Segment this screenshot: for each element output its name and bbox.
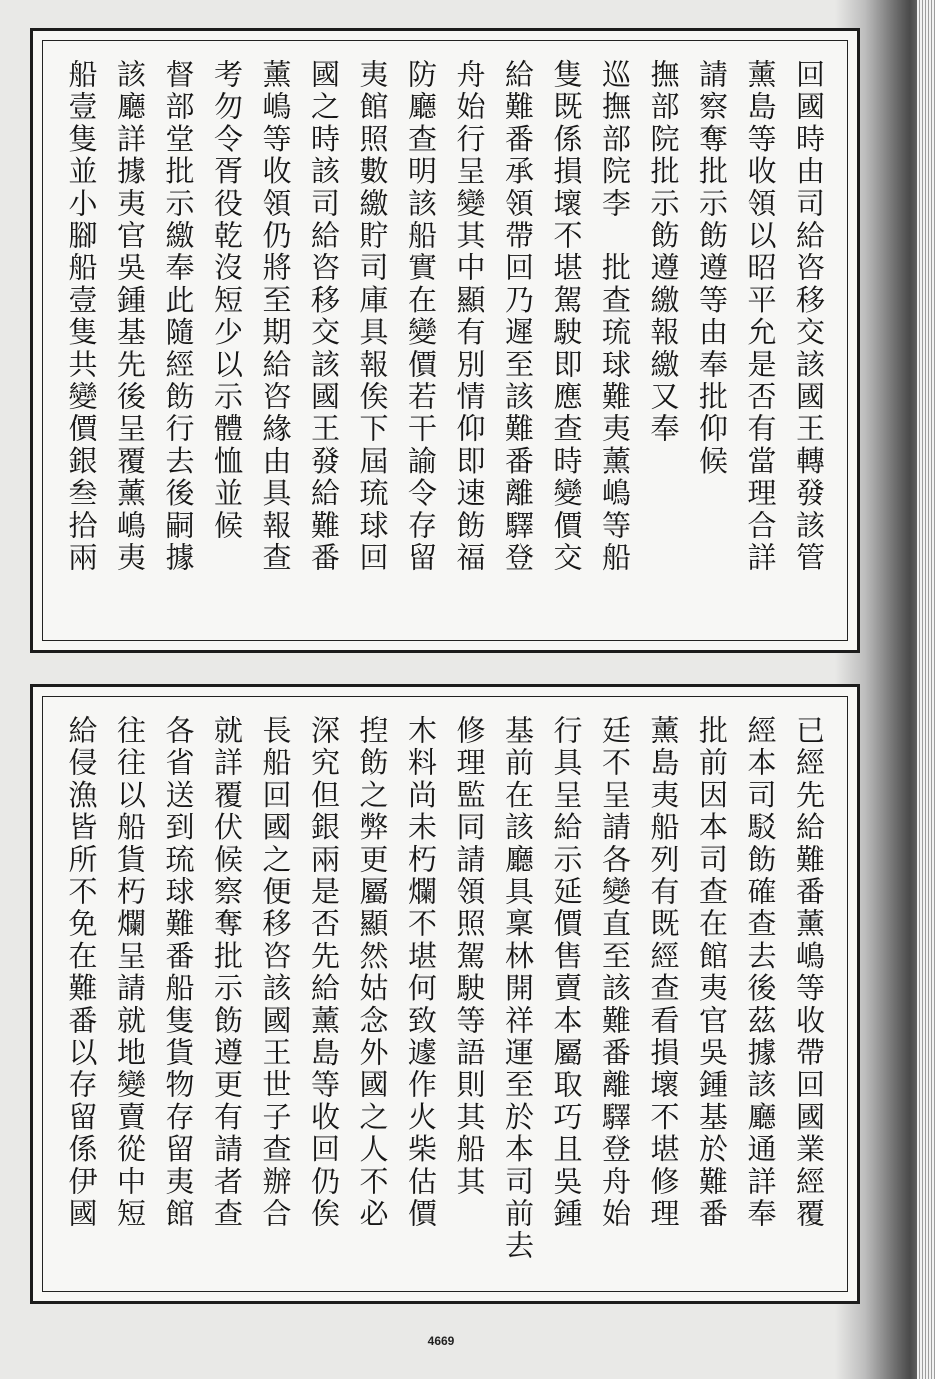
text-column: 防廳查明該船實在變價若干諭令存留 <box>404 59 438 575</box>
text-columns <box>57 59 833 626</box>
text-column: 薰島等收領以昭平允是否有當理合詳 <box>743 59 778 575</box>
text-column: 督部堂批示繳奉此隨經飭行去後嗣據 <box>161 59 196 575</box>
text-columns <box>57 715 833 1277</box>
text-column: 經本司駁飭確查去後茲據該廳通詳奉 <box>743 715 778 1231</box>
panel-inner-frame <box>42 696 848 1292</box>
text-column: 批前因本司查在館夷官吳鍾基於難番 <box>695 715 729 1231</box>
text-column: 基前在該廳具稟林開祥運至於本司前去 <box>501 715 535 1263</box>
text-column: 撫部院批示飭遵繳報繳又奉 <box>646 59 681 446</box>
panel-inner-frame <box>42 40 848 641</box>
text-column: 夷館照數繳貯司庫具報俟下屆琉球回 <box>355 59 390 575</box>
text-column: 給難番承領帶回乃遲至該難番離驛登 <box>501 59 535 575</box>
text-column: 行具呈給示延價售賣本屬取巧且吳鍾 <box>549 715 584 1231</box>
text-column: 給侵漁皆所不免在難番以存留係伊國 <box>64 715 99 1231</box>
page-number: 4669 <box>427 1334 455 1348</box>
text-column: 隻既係損壞不堪駕駛即應查時變價交 <box>549 59 584 575</box>
text-column: 揑飭之弊更屬顯然姑念外國之人不必 <box>355 715 390 1231</box>
text-column: 船壹隻並小腳船壹隻共變價銀叁拾兩 <box>64 59 99 575</box>
text-column: 考勿令胥役乾沒短少以示體恤並候 <box>210 59 244 542</box>
text-column: 回國時由司給咨移交該國王轉發該管 <box>792 59 826 575</box>
text-column: 深究但銀兩是否先給薰島等收回仍俟 <box>307 715 341 1231</box>
text-column: 長船回國之便移咨該國王世子查辦合 <box>258 715 293 1231</box>
text-column: 薰島夷船列有既經查看損壞不堪修理 <box>646 715 681 1231</box>
text-column: 木料尚未朽爛不堪何致遽作火柴估價 <box>404 715 438 1231</box>
text-column: 巡撫部院李 批查琉球難夷薰嶋等船 <box>598 59 632 575</box>
text-column: 修理監同請領照駕駛等語則其船其 <box>452 715 487 1198</box>
text-column: 廷不呈請各變直至該難番離驛登舟始 <box>598 715 632 1231</box>
text-column: 各省送到琉球難番船隻貨物存留夷館 <box>161 715 196 1231</box>
page-edge-stack <box>917 0 935 1379</box>
text-column: 請察奪批示飭遵等由奉批仰候 <box>695 59 729 478</box>
text-column: 往往以船貨朽爛呈請就地變賣從中短 <box>113 715 147 1231</box>
text-column: 該廳詳據夷官吳鍾基先後呈覆薰嶋夷 <box>113 59 147 575</box>
text-column: 薰嶋等收領仍將至期給咨緣由具報查 <box>258 59 293 575</box>
document-panel-bottom <box>30 684 860 1304</box>
document-panel-top <box>30 28 860 653</box>
text-column: 國之時該司給咨移交該國王發給難番 <box>307 59 341 575</box>
text-column: 已經先給難番薰嶋等收帶回國業經覆 <box>792 715 826 1231</box>
text-column: 就詳覆伏候察奪批示飭遵更有請者查 <box>210 715 244 1231</box>
text-column: 舟始行呈變其中顯有別情仰即速飭福 <box>452 59 487 575</box>
